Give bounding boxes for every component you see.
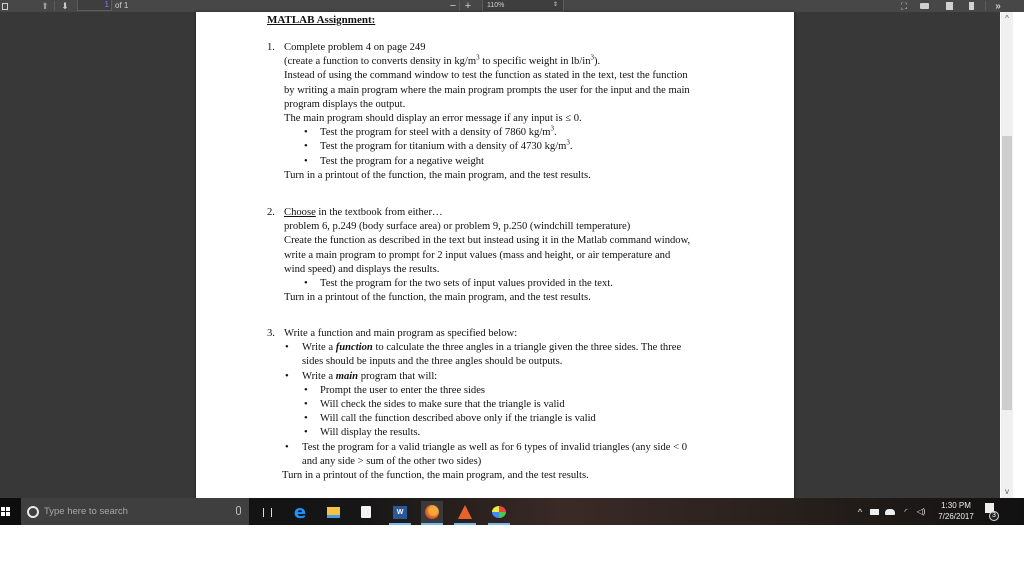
battery-tray-button[interactable] [868, 498, 880, 525]
taskbar-search-box[interactable] [21, 498, 249, 525]
list-item-continuation: sides should be inputs and the three angles should be outputs. [302, 356, 563, 368]
zoom-level-select[interactable] [482, 0, 564, 12]
bullet-icon: • [285, 370, 289, 382]
firefox-icon [425, 505, 439, 519]
windows-taskbar [0, 498, 1024, 525]
microphone-icon[interactable] [236, 506, 241, 515]
problem-3 [267, 327, 767, 483]
save-icon [946, 2, 953, 10]
word-taskbar-button[interactable] [389, 501, 411, 523]
cortana-icon [27, 506, 39, 518]
fullscreen-icon: ⛶ [900, 0, 908, 11]
problem-text: The main program should display an error message if any input is ≤ 0. [284, 113, 582, 125]
store-bag-icon [361, 506, 371, 518]
battery-icon [870, 509, 879, 515]
pdf-page [196, 12, 794, 498]
bullet-icon: • [304, 427, 308, 439]
problem-text: in the textbook from either… [315, 207, 443, 218]
store-taskbar-button[interactable] [355, 501, 377, 523]
problem-text: Complete problem 4 on page 249 [284, 42, 426, 53]
sub-list-item: • Will display the results. [267, 426, 767, 440]
windows-logo-icon [1, 507, 10, 516]
running-indicator [454, 523, 476, 525]
firefox-taskbar-button[interactable] [421, 501, 443, 523]
bullet-icon: • [304, 127, 308, 139]
print-button[interactable] [918, 0, 930, 12]
problem-2 [267, 206, 767, 305]
file-explorer-taskbar-button[interactable] [322, 501, 344, 523]
paint-taskbar-button[interactable] [488, 501, 510, 523]
document-viewer [0, 12, 1000, 498]
sub-list-item: • Will check the sides to make sure that the triangle is valid [267, 398, 767, 412]
problem-text: by writing a main program where the main program prompts the user for the input and the main [284, 84, 690, 96]
running-indicator [421, 523, 443, 525]
previous-page-button[interactable] [40, 0, 50, 12]
list-item: • Write a main program that will: [267, 370, 767, 384]
bookmark-icon [969, 2, 974, 10]
problem-text: problem 6, p.249 (body surface area) or problem 9, p.250 (windchill temperature) [284, 221, 631, 233]
arrow-down-icon: ⬇ [61, 0, 69, 11]
start-button[interactable] [0, 498, 20, 525]
word-icon: W [393, 506, 407, 519]
search-placeholder: Type here to search [44, 506, 128, 517]
arrow-up-icon: ⬆ [41, 0, 49, 11]
wifi-icon: ◜ [904, 507, 908, 516]
list-item: • Test the program for a valid triangle as well as for 6 types of invalid triangles (any side < 0 [267, 441, 767, 455]
show-hidden-icons-button[interactable] [855, 498, 865, 525]
vertical-scrollbar[interactable] [1001, 12, 1013, 498]
edge-taskbar-button[interactable] [289, 501, 311, 523]
next-page-button[interactable] [60, 0, 70, 12]
list-item: • Write a function to calculate the three angles in a triangle given the three sides. The three [267, 341, 767, 355]
sidebar-toggle-icon [2, 3, 8, 10]
folder-icon [327, 507, 340, 518]
clock-date: 7/26/2017 [938, 512, 974, 521]
problem-text: write a main program to prompt for 2 input values (mass and height, or air temperature and [284, 249, 671, 261]
running-indicator [389, 523, 411, 525]
problem-1 [267, 41, 767, 183]
speaker-icon: ◁) [916, 507, 926, 516]
problem-text: wind speed) and displays the results. [284, 263, 440, 275]
closing-instruction: Turn in a printout of the function, the main program, and the test results. [284, 292, 591, 304]
scroll-up-button[interactable]: ^ [1005, 14, 1009, 23]
problem-text: program displays the output. [284, 98, 406, 110]
bullet-icon: • [304, 278, 308, 290]
clock-time: 1:30 PM [941, 501, 971, 510]
window-edge [1013, 12, 1024, 498]
double-chevron-right-icon: » [995, 0, 1001, 12]
matlab-taskbar-button[interactable] [454, 501, 476, 523]
page-count-label: of 1 [115, 1, 129, 10]
scroll-thumb[interactable] [1002, 136, 1012, 410]
zoom-level-value: 110% [487, 2, 505, 9]
bullet-icon: • [285, 441, 289, 453]
save-button[interactable] [944, 0, 954, 12]
presentation-mode-button[interactable] [898, 0, 910, 12]
bullet-icon: • [304, 141, 308, 153]
document-title: MATLAB Assignment: [267, 14, 376, 26]
action-center-button[interactable] [983, 503, 999, 521]
sub-list-item: • Will call the function described above only if the triangle is valid [267, 412, 767, 426]
cloud-icon [885, 509, 895, 515]
running-indicator [488, 523, 510, 525]
scroll-down-button[interactable]: v [1005, 487, 1009, 496]
task-view-icon [263, 508, 272, 517]
notification-count-badge: 3 [989, 511, 999, 521]
sidebar-toggle-button[interactable] [1, 0, 9, 12]
bullet-icon: • [304, 155, 308, 167]
matlab-icon [458, 505, 472, 519]
toolbar-divider [985, 1, 986, 11]
item-number: 2. [267, 207, 275, 218]
list-item: • Test the program for titanium with a density of 4730 $kg/m^3$. [267, 140, 767, 154]
closing-instruction: Turn in a printout of the function, the main program, and the test results. [282, 470, 589, 482]
tools-menu-button[interactable] [991, 0, 1005, 12]
item-number: 3. [267, 328, 275, 339]
bookmark-button[interactable] [967, 0, 975, 12]
emphasis-text: Choose [284, 207, 316, 218]
item-number: 1. [267, 42, 275, 53]
paint-palette-icon [492, 506, 506, 518]
sub-list-item: • Prompt the user to enter the three sides [267, 384, 767, 398]
chevron-up-icon: ^ [857, 506, 863, 517]
problem-text: (create a function to converts density in $kg/m^3$ to specific weight in $lb/in^3$). [284, 53, 601, 68]
problem-text: Instead of using the command window to test the function as stated in the text, test the function [284, 70, 688, 82]
list-item-continuation: and any side > sum of the other two sides) [302, 455, 482, 467]
zoom-in-button[interactable]: + [464, 0, 472, 12]
task-view-button[interactable] [256, 501, 278, 523]
taskbar-clock[interactable] [932, 500, 980, 522]
toolbar-divider [459, 1, 460, 11]
list-item: • Test the program for a negative weight [267, 155, 767, 169]
network-tray-button[interactable] [900, 498, 912, 525]
volume-tray-button[interactable] [914, 498, 928, 525]
toolbar-divider [54, 1, 55, 11]
edge-icon: e [293, 501, 307, 523]
closing-instruction: Turn in a printout of the function, the main program, and the test results. [284, 169, 591, 181]
print-icon [920, 3, 929, 9]
problem-text: Write a function and main program as specified below: [284, 328, 518, 339]
pdf-toolbar [0, 0, 1024, 12]
problem-text: Create the function as described in the text but instead using it in the Matlab command window, [284, 235, 691, 247]
page-number-input[interactable]: 1 [77, 0, 112, 11]
list-item: • Test the program for steel with a density of 7860 $kg/m^3$. [267, 126, 767, 140]
bullet-icon: • [304, 384, 308, 396]
list-item: • Test the program for the two sets of input values provided in the text. [267, 277, 767, 291]
bullet-icon: • [285, 342, 289, 354]
onedrive-tray-button[interactable] [884, 498, 896, 525]
zoom-out-button[interactable]: − [449, 0, 457, 12]
bullet-icon: • [304, 399, 308, 411]
bullet-icon: • [304, 413, 308, 425]
select-arrows-icon: ⇕ [552, 2, 558, 8]
